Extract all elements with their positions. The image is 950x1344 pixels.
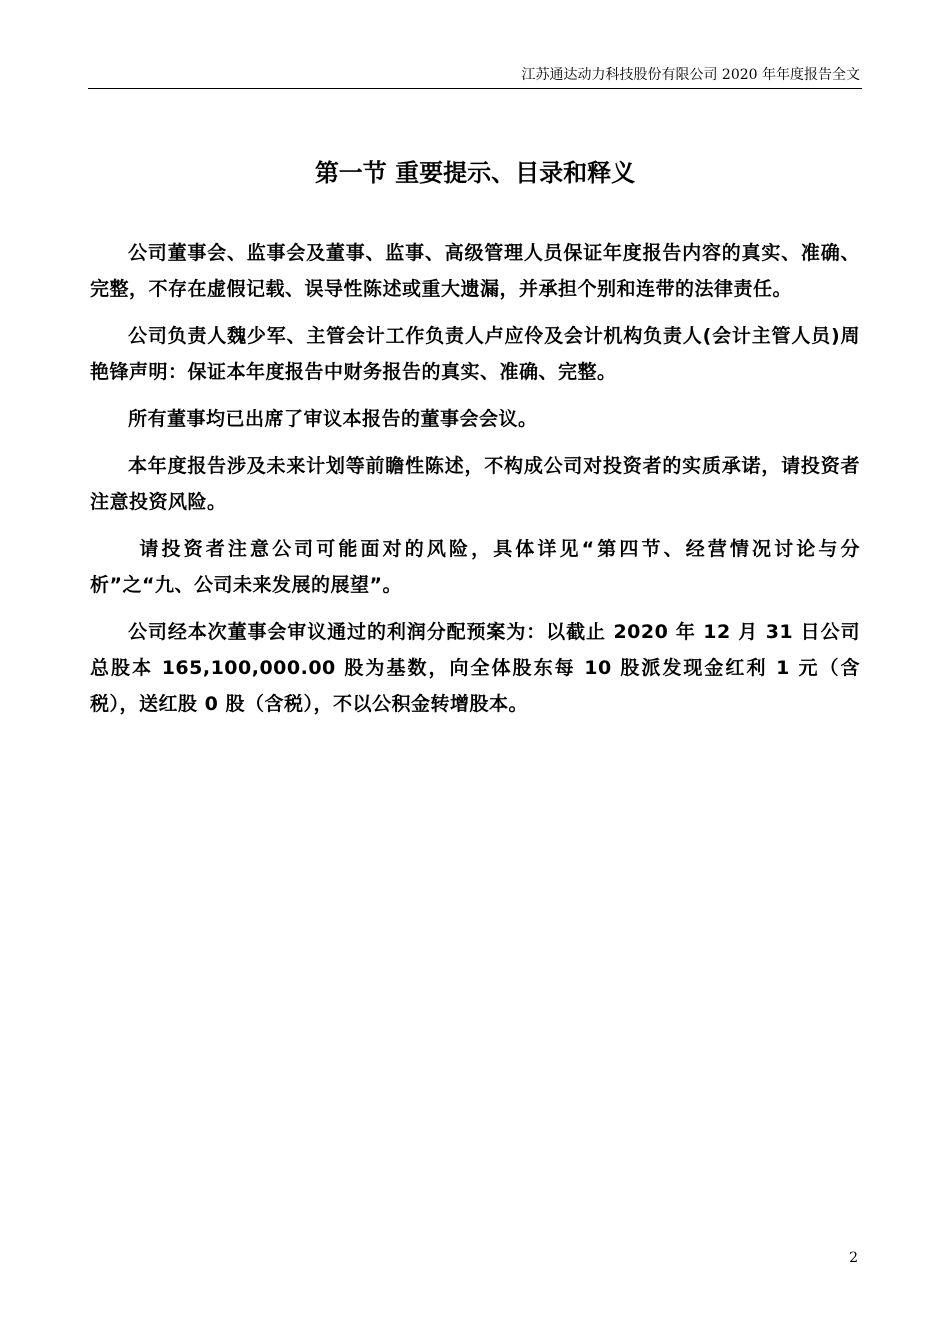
header-divider [88, 88, 862, 89]
paragraph-profit-distribution: 公司经本次董事会审议通过的利润分配预案为：以截止 2020 年 12 月 31 日公司总股本 165,100,000.00 股为基数，向全体股东每 10 股派发现金红利 1 元（含税），送红股 0 股（含税），不以公积金转增股本。 [90, 621, 860, 715]
paragraph-board-guarantee: 公司董事会、监事会及董事、监事、高级管理人员保证年度报告内容的真实、准确、完整，不存在虚假记载、误导性陈述或重大遗漏，并承担个别和连带的法律责任。 [90, 242, 860, 300]
document-body [90, 235, 860, 733]
paragraph-risk-notice: 请投资者注意公司可能面对的风险，具体详见“第四节、经营情况讨论与分析”之“九、公司未来发展的展望”。 [90, 538, 860, 596]
section-title: 第一节 重要提示、目录和释义 [314, 159, 636, 187]
paragraph-attendance: 所有董事均已出席了审议本报告的董事会会议。 [128, 408, 538, 430]
running-header: 江苏通达动力科技股份有限公司 2020 年年度报告全文 [521, 67, 860, 83]
page-number: 2 [849, 1250, 858, 1266]
paragraph-forward-looking: 本年度报告涉及未来计划等前瞻性陈述，不构成公司对投资者的实质承诺，请投资者注意投资风险。 [90, 455, 860, 513]
paragraph-financial-declaration: 公司负责人魏少军、主管会计工作负责人卢应伶及会计机构负责人(会计主管人员)周艳锋声明：保证本年度报告中财务报告的真实、准确、完整。 [90, 325, 860, 383]
